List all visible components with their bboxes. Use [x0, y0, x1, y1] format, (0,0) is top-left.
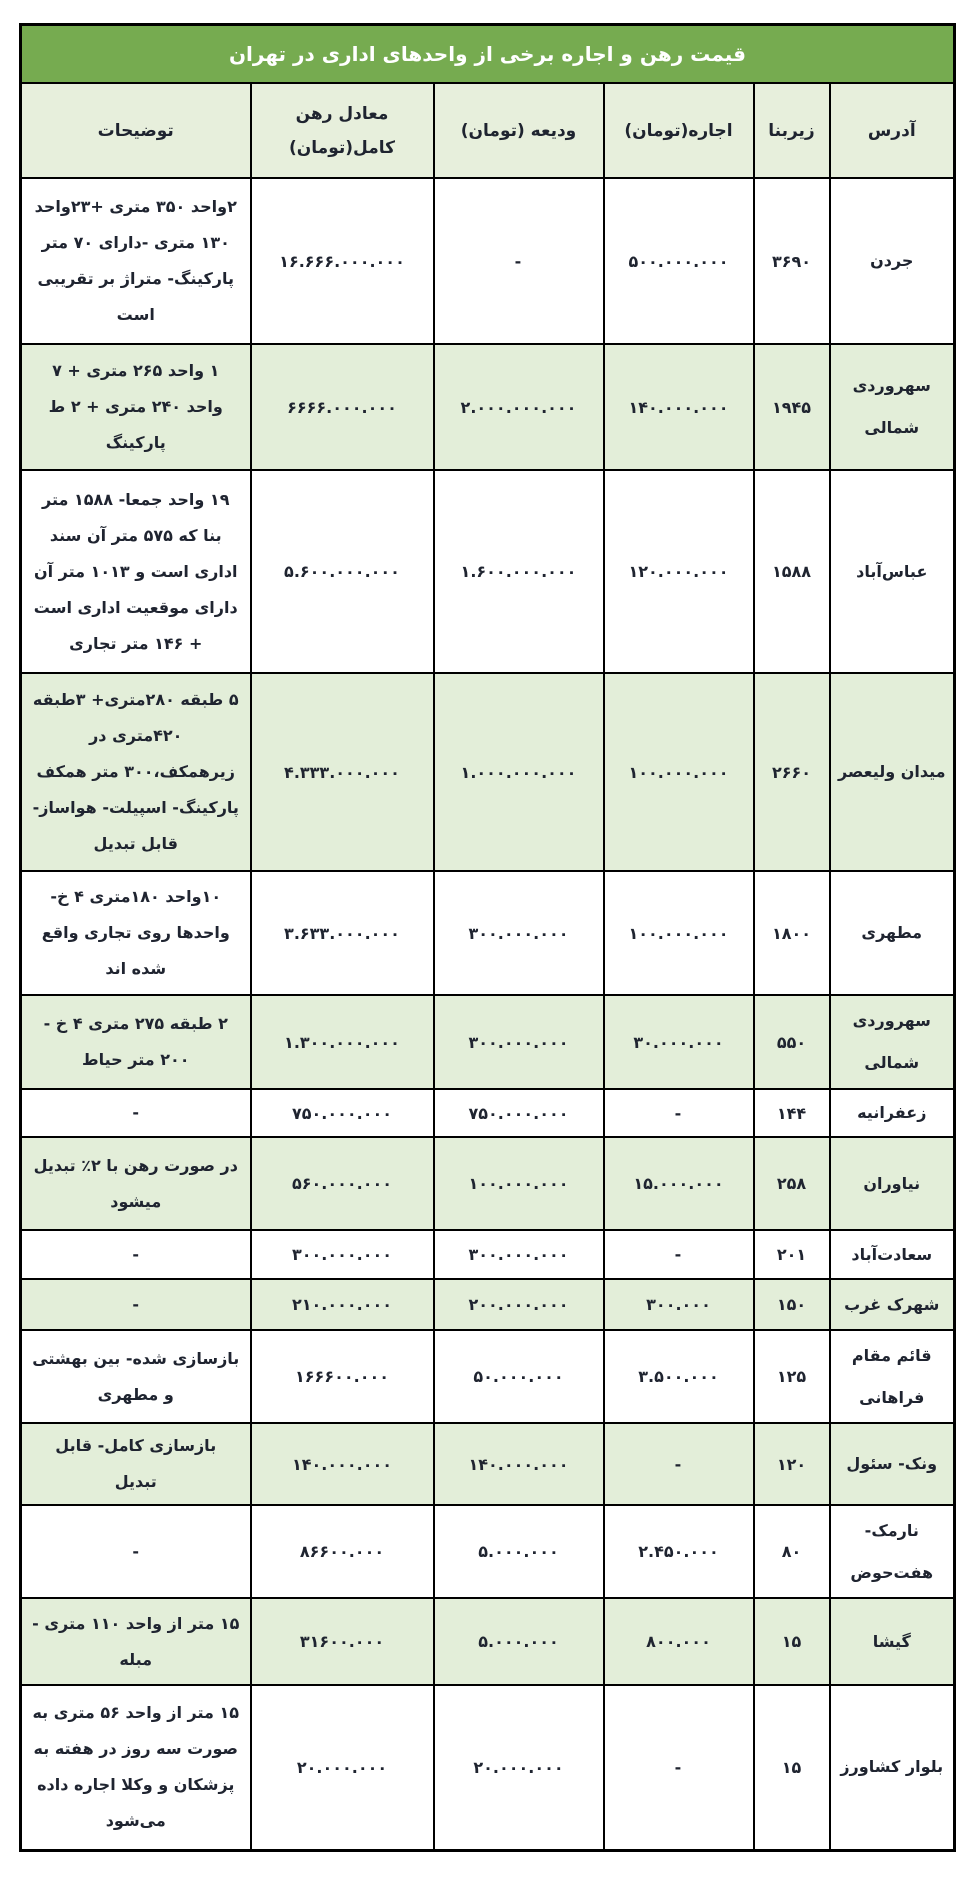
rent-cell: - [604, 1230, 754, 1279]
table-header-row [21, 83, 955, 178]
column-header-rent: اجاره(تومان) [604, 83, 754, 178]
deposit-cell: ۱.۰۰۰.۰۰۰.۰۰۰ [434, 673, 604, 871]
table-row [21, 1685, 955, 1850]
deposit-cell: ۳۰۰.۰۰۰.۰۰۰ [434, 1230, 604, 1279]
notes-cell: بازسازی شده- بین بهشتی و مطهری [21, 1330, 251, 1423]
deposit-cell: ۵.۰۰۰.۰۰۰ [434, 1505, 604, 1598]
deposit-cell: ۷۵۰.۰۰۰.۰۰۰ [434, 1089, 604, 1137]
address-cell: ونک- سئول [830, 1423, 955, 1505]
address-cell: میدان ولیعصر [830, 673, 955, 871]
column-header-deposit: ودیعه (تومان) [434, 83, 604, 178]
mortgage-cell: ۴.۳۳۳.۰۰۰.۰۰۰ [251, 673, 434, 871]
notes-cell: - [21, 1505, 251, 1598]
notes-cell: - [21, 1089, 251, 1137]
area-cell: ۸۰ [754, 1505, 830, 1598]
deposit-cell: ۲.۰۰۰.۰۰۰.۰۰۰ [434, 344, 604, 470]
notes-cell: ۲واحد ۳۵۰ متری +۲۳واحد ۱۳۰ متری -دارای ۷۰ متر پارکینگ- متراژ بر تقریبی است [21, 178, 251, 344]
area-cell: ۵۵۰ [754, 995, 830, 1089]
address-cell: نارمک- هفت‌حوض [830, 1505, 955, 1598]
address-cell: سعادت‌آباد [830, 1230, 955, 1279]
mortgage-cell: ۳.۶۳۳.۰۰۰.۰۰۰ [251, 871, 434, 995]
table-row [21, 344, 955, 470]
column-header-mortgage: معادل رهن کامل(تومان) [251, 83, 434, 178]
address-cell: شهرک غرب [830, 1279, 955, 1330]
area-cell: ۱۵ [754, 1598, 830, 1685]
notes-cell: ۱۰واحد ۱۸۰متری ۴ خ- واحدها روی تجاری واقع شده اند [21, 871, 251, 995]
rent-cell: ۳۰.۰۰۰.۰۰۰ [604, 995, 754, 1089]
rent-cell: - [604, 1089, 754, 1137]
address-cell: قائم مقام فراهانی [830, 1330, 955, 1423]
rent-cell: ۸۰۰.۰۰۰ [604, 1598, 754, 1685]
address-cell: زعفرانیه [830, 1089, 955, 1137]
area-cell: ۱۴۴ [754, 1089, 830, 1137]
deposit-cell: ۱.۶۰۰.۰۰۰.۰۰۰ [434, 470, 604, 673]
notes-cell: - [21, 1230, 251, 1279]
notes-cell: ۱۵ متر از واحد ۵۶ متری به صورت سه روز در هفته به پزشکان و وکلا اجاره داده می‌شود [21, 1685, 251, 1850]
mortgage-cell: ۲۱۰.۰۰۰.۰۰۰ [251, 1279, 434, 1330]
mortgage-cell: ۸۶۶۰۰.۰۰۰ [251, 1505, 434, 1598]
deposit-cell: ۲۰.۰۰۰.۰۰۰ [434, 1685, 604, 1850]
notes-cell: ۱ واحد ۲۶۵ متری + ۷ واحد ۲۴۰ متری + ۲ ط پارکینگ [21, 344, 251, 470]
notes-cell: ۱۵ متر از واحد ۱۱۰ متری - مبله [21, 1598, 251, 1685]
rent-cell: - [604, 1423, 754, 1505]
mortgage-cell: ۳۱۶۰۰.۰۰۰ [251, 1598, 434, 1685]
column-header-area: زیربنا [754, 83, 830, 178]
area-cell: ۱۸۰۰ [754, 871, 830, 995]
address-cell: جردن [830, 178, 955, 344]
area-cell: ۱۵ [754, 1685, 830, 1850]
table-row [21, 178, 955, 344]
table-row [21, 470, 955, 673]
address-cell: سهروردی شمالی [830, 344, 955, 470]
area-cell: ۱۲۵ [754, 1330, 830, 1423]
rent-cell: ۵۰۰.۰۰۰.۰۰۰ [604, 178, 754, 344]
rent-cell: ۱۵.۰۰۰.۰۰۰ [604, 1137, 754, 1230]
table-title-row [21, 25, 955, 84]
table-row [21, 1505, 955, 1598]
deposit-cell: - [434, 178, 604, 344]
column-header-address: آدرس [830, 83, 955, 178]
area-cell: ۱۹۴۵ [754, 344, 830, 470]
rent-cell: ۳.۵۰۰.۰۰۰ [604, 1330, 754, 1423]
area-cell: ۱۵۰ [754, 1279, 830, 1330]
rent-cell: ۲.۴۵۰.۰۰۰ [604, 1505, 754, 1598]
rent-cell: ۱۴۰.۰۰۰.۰۰۰ [604, 344, 754, 470]
area-cell: ۲۵۸ [754, 1137, 830, 1230]
deposit-cell: ۲۰۰.۰۰۰.۰۰۰ [434, 1279, 604, 1330]
mortgage-cell: ۵۶۰.۰۰۰.۰۰۰ [251, 1137, 434, 1230]
notes-cell: در صورت رهن با ۲٪ تبدیل میشود [21, 1137, 251, 1230]
address-cell: گیشا [830, 1598, 955, 1685]
table-row [21, 871, 955, 995]
deposit-cell: ۳۰۰.۰۰۰.۰۰۰ [434, 995, 604, 1089]
rent-cell: ۱۰۰.۰۰۰.۰۰۰ [604, 871, 754, 995]
area-cell: ۱۵۸۸ [754, 470, 830, 673]
table-row [21, 1598, 955, 1685]
address-cell: عباس‌آباد [830, 470, 955, 673]
deposit-cell: ۵.۰۰۰.۰۰۰ [434, 1598, 604, 1685]
rent-cell: ۳۰۰.۰۰۰ [604, 1279, 754, 1330]
mortgage-cell: ۱۴۰.۰۰۰.۰۰۰ [251, 1423, 434, 1505]
table-row [21, 1230, 955, 1279]
area-cell: ۱۲۰ [754, 1423, 830, 1505]
mortgage-cell: ۵.۶۰۰.۰۰۰.۰۰۰ [251, 470, 434, 673]
notes-cell: ۲ طبقه ۲۷۵ متری ۴ خ - ۲۰۰ متر حیاط [21, 995, 251, 1089]
deposit-cell: ۱۰۰.۰۰۰.۰۰۰ [434, 1137, 604, 1230]
address-cell: مطهری [830, 871, 955, 995]
column-header-notes: توضیحات [21, 83, 251, 178]
rent-cell: - [604, 1685, 754, 1850]
rent-cell: ۱۰۰.۰۰۰.۰۰۰ [604, 673, 754, 871]
area-cell: ۳۶۹۰ [754, 178, 830, 344]
table-title: قیمت رهن و اجاره برخی از واحدهای اداری در تهران [21, 25, 955, 84]
table-row [21, 995, 955, 1089]
office-rent-price-table [19, 23, 956, 1852]
area-cell: ۲۰۱ [754, 1230, 830, 1279]
address-cell: نیاوران [830, 1137, 955, 1230]
table-row [21, 673, 955, 871]
table-row [21, 1330, 955, 1423]
deposit-cell: ۱۴۰.۰۰۰.۰۰۰ [434, 1423, 604, 1505]
mortgage-cell: ۳۰۰.۰۰۰.۰۰۰ [251, 1230, 434, 1279]
notes-cell: - [21, 1279, 251, 1330]
notes-cell: ۱۹ واحد جمعا- ۱۵۸۸ متر بنا که ۵۷۵ متر آن سند اداری است و ۱۰۱۳ متر آن دارای موقعیت اداری است + ۱۴۶ متر تجاری [21, 470, 251, 673]
table-row [21, 1137, 955, 1230]
area-cell: ۲۶۶۰ [754, 673, 830, 871]
table-row [21, 1423, 955, 1505]
mortgage-cell: ۲۰.۰۰۰.۰۰۰ [251, 1685, 434, 1850]
notes-cell: بازسازی کامل- قابل تبدیل [21, 1423, 251, 1505]
table-row [21, 1279, 955, 1330]
table-row [21, 1089, 955, 1137]
rent-cell: ۱۲۰.۰۰۰.۰۰۰ [604, 470, 754, 673]
notes-cell: ۵ طبقه ۲۸۰متری+ ۳طبقه ۴۲۰متری در زیرهمکف،۳۰۰ متر همکف پارکینگ- اسپیلت- هواساز- قابل تبدیل [21, 673, 251, 871]
mortgage-cell: ۷۵۰.۰۰۰.۰۰۰ [251, 1089, 434, 1137]
deposit-cell: ۵۰.۰۰۰.۰۰۰ [434, 1330, 604, 1423]
mortgage-cell: ۱۶۶۶۰۰.۰۰۰ [251, 1330, 434, 1423]
address-cell: سهروردی شمالی [830, 995, 955, 1089]
mortgage-cell: ۱.۳۰۰.۰۰۰.۰۰۰ [251, 995, 434, 1089]
deposit-cell: ۳۰۰.۰۰۰.۰۰۰ [434, 871, 604, 995]
mortgage-cell: ۶۶۶۶.۰۰۰.۰۰۰ [251, 344, 434, 470]
mortgage-cell: ۱۶.۶۶۶.۰۰۰.۰۰۰ [251, 178, 434, 344]
address-cell: بلوار کشاورز [830, 1685, 955, 1850]
